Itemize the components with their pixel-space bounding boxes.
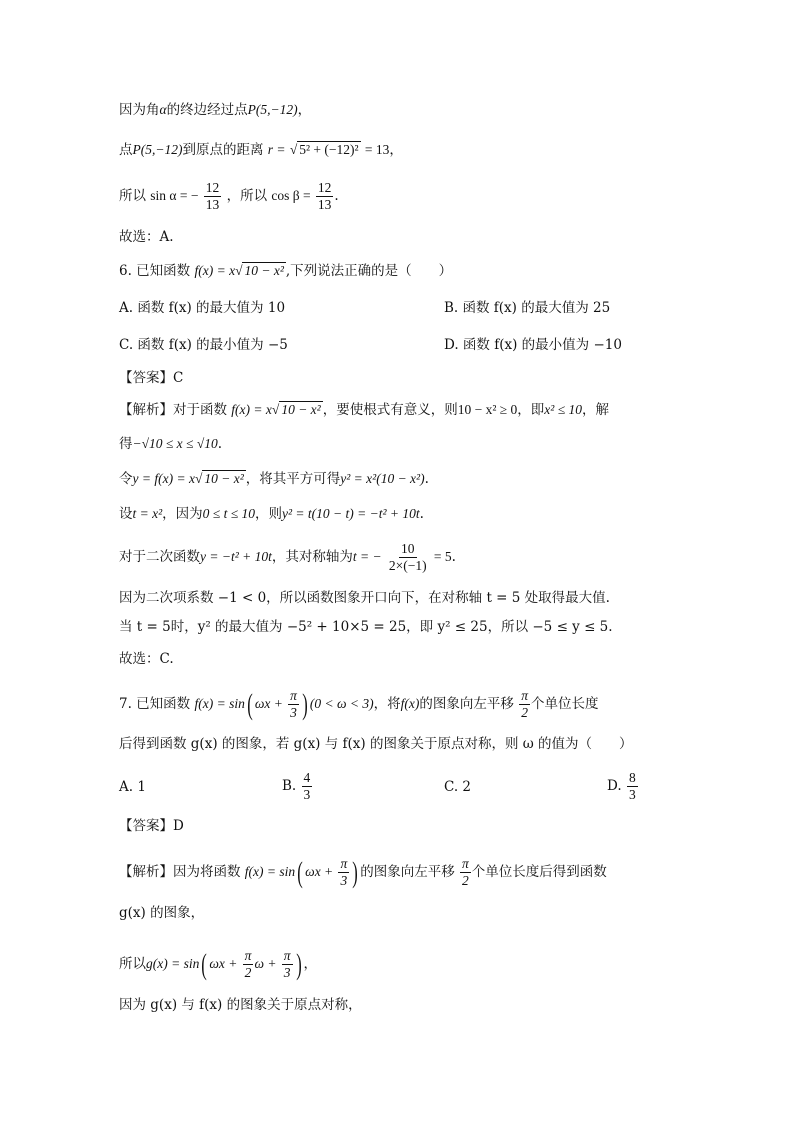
text: ， (297, 102, 312, 118)
text: 的终边经过点 (166, 102, 248, 118)
math: = 13， (364, 142, 403, 157)
option-c: C. 2 (444, 779, 472, 795)
explanation-line: 设t = x²，因为0 ≤ t ≤ 10，则y² = t(10 − t) = −t² + 10t. (119, 506, 424, 522)
fraction: $\frac{12}{13}$ (317, 180, 332, 212)
question-7: 7. 已知函数 f(x) = sin( ωx + $\frac{\pi}{3}$ ) (0 < ω < 3)，将f(x)的图象向左平移 $\frac{\pi}{2}$ 个单位长度 (119, 687, 599, 721)
math-radicand: 5² + (−12)² (299, 142, 359, 157)
explanation-line: 所以g(x) = sin( ωx + $\frac{\pi}{2}$ ω + $\frac{\pi}{3}$ ) ， (119, 947, 318, 981)
option-a: A. 1 (119, 779, 146, 795)
text: 所以 (119, 188, 146, 204)
option-c: C. 函数 f(x) 的最小值为 −5 (119, 337, 288, 353)
answer: 【答案】D (119, 818, 184, 834)
text-line: 点P(5,−12)到原点的距离 r = √ 5² + (−12)² = 13， (119, 142, 403, 158)
text: ,下列说法正确的是（ ） (285, 263, 453, 279)
text: ，所以 (226, 188, 268, 204)
math: P(5,−12) (247, 102, 298, 117)
math: sin α = − (150, 188, 199, 203)
explanation-line: 因为 g(x) 与 f(x) 的图象关于原点对称， (119, 997, 362, 1013)
text-line: 所以 sin α = − $\frac{12}{13}$ ，所以 cos β = $\frac{12}{13}$ . (119, 180, 339, 212)
fraction: $\frac{\pi}{3}$ (290, 688, 297, 720)
explanation-line: 【解析】对于函数 f(x) = x√ 10 − x² ，要使根式有意义，则10 − x² ≥ 0，即x² ≤ 10，解 (119, 402, 609, 418)
math: r = (267, 142, 286, 157)
explanation-line: 故选：C. (119, 651, 174, 667)
math: cos β = (271, 188, 311, 203)
explanation-line: 令y = f(x) = x√ 10 − x² ，将其平方可得y² = x²(10 − x²). (119, 471, 429, 487)
option-d: D. 函数 f(x) 的最小值为 −10 (444, 337, 622, 353)
answer: 【答案】C (119, 370, 184, 386)
explanation-line: 当 t = 5时，y² 的最大值为 −5² + 10×5 = 25，即 y² ≤ 25，所以 −5 ≤ y ≤ 5. (119, 619, 613, 635)
question-7-line-2: 后得到函数 g(x) 的图象，若 g(x) 与 f(x) 的图象关于原点对称，则 ω 的值为（ ） (119, 736, 633, 752)
explanation-line: g(x) 的图象， (119, 905, 205, 921)
text-line: 故选：A. (119, 229, 174, 245)
question-6: 6. 已知函数 f(x) = x√ 10 − x² ,下列说法正确的是（ ） (119, 263, 453, 279)
fraction: $\frac{10}{2\times(-1)}$ (388, 541, 427, 573)
fraction: $\frac{\pi}{2}$ (521, 688, 528, 720)
text: 到原点的距离 (182, 142, 264, 158)
explanation-line: 得−√10 ≤ x ≤ √10. (119, 436, 223, 452)
text: 因为角 (119, 102, 160, 118)
math: f(x) = x (194, 263, 236, 278)
math: P(5,−12) (132, 142, 183, 157)
text: 点 (119, 142, 133, 158)
option-d: D. $\frac{8}{3}$ (607, 770, 636, 802)
option-b: B. 函数 f(x) 的最大值为 25 (444, 300, 611, 316)
option-b: B. $\frac{4}{3}$ (282, 770, 311, 802)
text: 6. 已知函数 (119, 263, 191, 279)
option-a: A. 函数 f(x) 的最大值为 10 (119, 300, 286, 316)
explanation-line: 对于二次函数y = −t² + 10t，其对称轴为t = − $\frac{10}{2\times(-1)}$ = 5. (119, 541, 456, 573)
math-radicand: 10 − x² (244, 263, 284, 278)
math-alpha: α (159, 102, 167, 117)
fraction: $\frac{12}{13}$ (205, 180, 220, 212)
explanation-line: 因为二次项系数 −1 < 0，所以函数图象开口向下，在对称轴 t = 5 处取得最大值. (119, 590, 610, 606)
text-line (119, 101, 311, 119)
explanation-line: 【解析】因为将函数 f(x) = sin( ωx + $\frac{\pi}{3}$ ) 的图象向左平移 $\frac{\pi}{2}$ 个单位长度后得到函数 (119, 855, 607, 889)
